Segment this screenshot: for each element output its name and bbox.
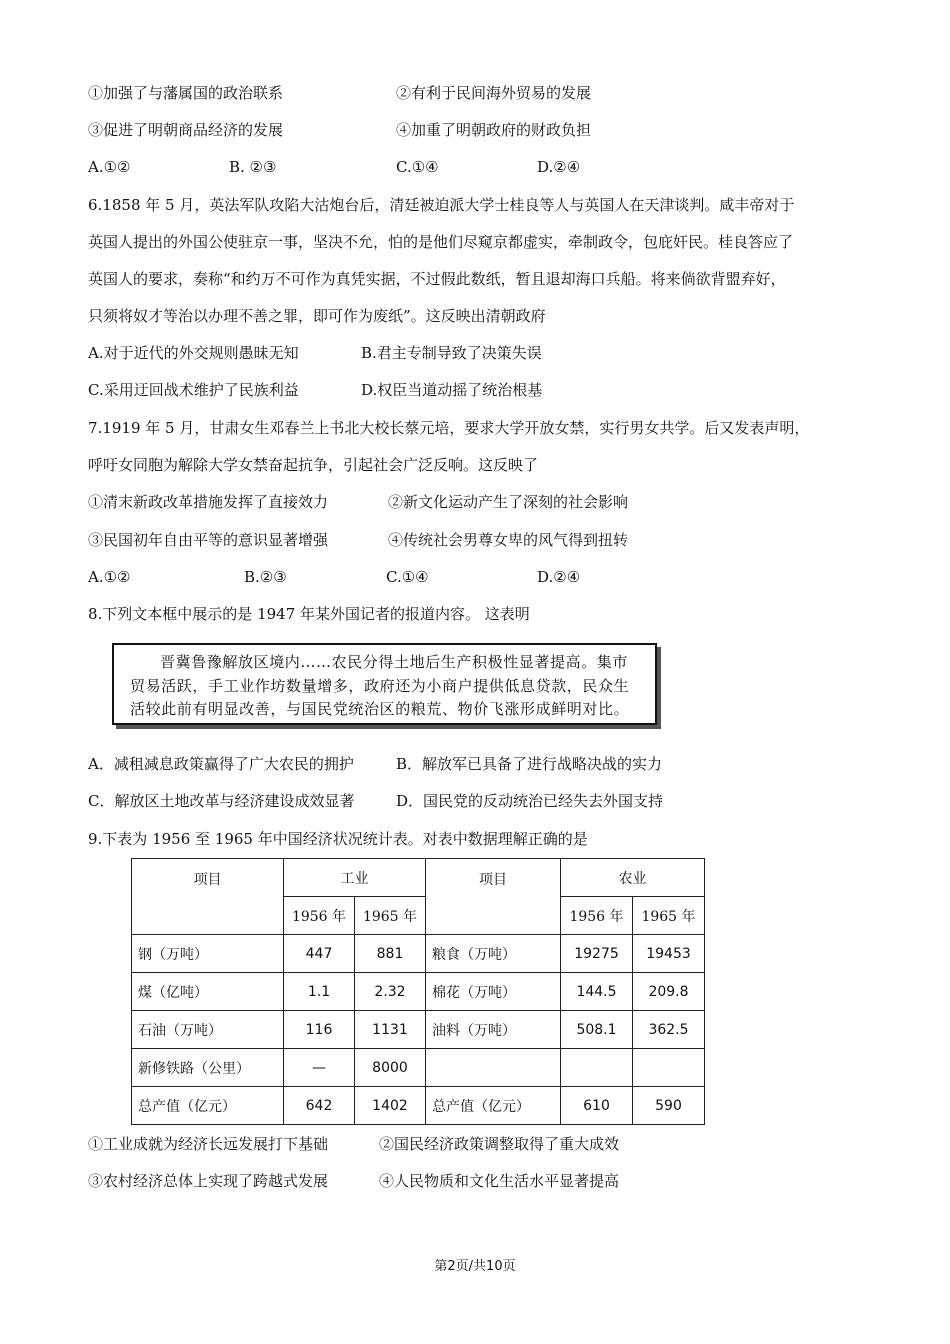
table-cell: 508.1 — [561, 1011, 633, 1049]
q9-stem: 9.下表为 1956 至 1965 年中国经济状况统计表。对表中数据理解正确的是 — [88, 830, 588, 848]
q5-option-c: C.①④ — [396, 158, 439, 176]
table-cell: 362.5 — [633, 1011, 705, 1049]
header-year-1956-agriculture: 1956 年 — [561, 897, 633, 935]
header-agriculture: 农业 — [561, 859, 705, 897]
row-label: 新修铁路（公里） — [132, 1049, 284, 1087]
header-year-1965-agriculture: 1965 年 — [633, 897, 705, 935]
q7-option-d: D.②④ — [537, 568, 581, 586]
q7-stem-line-1: 7.1919 年 5 月，甘肃女生邓春兰上书北大校长蔡元培，要求大学开放女禁，实行男女共学。后又发表声明， — [88, 419, 810, 437]
table-cell: 144.5 — [561, 973, 633, 1011]
table-cell: 116 — [284, 1011, 355, 1049]
q5-statement-3: ③促进了明朝商品经济的发展 — [88, 121, 284, 139]
q5-statement-1: ①加强了与藩属国的政治联系 — [88, 84, 284, 102]
header-item-industry: 项目 — [132, 859, 284, 935]
q5-option-d: D.②④ — [537, 158, 581, 176]
table-cell: 209.8 — [633, 973, 705, 1011]
row-label: 总产值（亿元） — [426, 1087, 561, 1125]
q6-option-d: D.权臣当道动摇了统治根基 — [361, 381, 543, 399]
q7-stem-line-2: 呼吁女同胞为解除大学女禁奋起抗争，引起社会广泛反响。这反映了 — [88, 456, 539, 474]
table-cell — [633, 1049, 705, 1087]
table-cell: 19275 — [561, 935, 633, 973]
table-cell: 2.32 — [355, 973, 426, 1011]
q8-option-b: B．解放军已具备了进行战略决战的实力 — [396, 755, 663, 773]
row-label: 钢（万吨） — [132, 935, 284, 973]
q5-statement-4: ④加重了明朝政府的财政负担 — [396, 121, 592, 139]
q6-stem-line-2: 英国人提出的外国公使驻京一事，坚决不允，怕的是他们尽窥京都虚实，牵制政令，包庇奸民。桂良答应了 — [88, 233, 794, 251]
table-header-row — [132, 859, 705, 897]
q7-option-a: A.①② — [88, 568, 131, 586]
q8-stem: 8.下列文本框中展示的是 1947 年某外国记者的报道内容。 这表明 — [88, 605, 530, 623]
row-label: 总产值（亿元） — [132, 1087, 284, 1125]
q8-quote-line-1: 晋冀鲁豫解放区境内……农民分得土地后生产积极性显著提高。集市 — [160, 653, 629, 671]
q6-option-a: A.对于近代的外交规则愚昧无知 — [88, 344, 299, 362]
table-cell: 1.1 — [284, 973, 355, 1011]
row-label: 煤（亿吨） — [132, 973, 284, 1011]
q7-statement-3: ③民国初年自由平等的意识显著增强 — [88, 531, 329, 549]
economy-stats-table — [131, 858, 705, 1125]
q5-option-b: B. ②③ — [229, 158, 277, 176]
q6-stem-line-4: 只须将奴才等治以办理不善之罪，即可作为废纸”。这反映出清朝政府 — [88, 307, 546, 325]
q7-statement-4: ④传统社会男尊女卑的风气得到扭转 — [388, 531, 629, 549]
table-row — [132, 1087, 705, 1125]
table-cell: 8000 — [355, 1049, 426, 1087]
row-label — [426, 1049, 561, 1087]
table-cell: 1131 — [355, 1011, 426, 1049]
q8-option-d: D．国民党的反动统治已经失去外国支持 — [396, 792, 664, 810]
table-row — [132, 935, 705, 973]
q7-option-b: B.②③ — [244, 568, 287, 586]
table-cell: 881 — [355, 935, 426, 973]
q7-statement-2: ②新文化运动产生了深刻的社会影响 — [388, 493, 629, 511]
q5-statement-2: ②有利于民间海外贸易的发展 — [396, 84, 592, 102]
header-year-1965-industry: 1965 年 — [355, 897, 426, 935]
row-label: 油料（万吨） — [426, 1011, 561, 1049]
q5-option-a: A.①② — [88, 158, 131, 176]
q9-statement-2: ②国民经济政策调整取得了重大成效 — [379, 1135, 620, 1153]
table-row — [132, 973, 705, 1011]
q7-option-c: C.①④ — [386, 568, 429, 586]
q6-stem-line-3: 英国人的要求，奏称“和约万不可作为真凭实据，不过假此数纸，暂且退却海口兵船。将来倘欲背盟弃好， — [88, 270, 786, 288]
table-cell: 447 — [284, 935, 355, 973]
row-label: 石油（万吨） — [132, 1011, 284, 1049]
q6-option-b: B.君主专制导致了决策失误 — [361, 344, 542, 362]
q6-stem-line-1: 6.1858 年 5 月，英法军队攻陷大沽炮台后，清廷被迫派大学士桂良等人与英国人在天津谈判。咸丰帝对于 — [88, 196, 795, 214]
table-cell — [561, 1049, 633, 1087]
table-row — [132, 1011, 705, 1049]
q8-quote-box — [112, 643, 657, 725]
table-cell: — — [284, 1049, 355, 1087]
header-industry: 工业 — [284, 859, 426, 897]
row-label: 棉花（万吨） — [426, 973, 561, 1011]
table-cell: 590 — [633, 1087, 705, 1125]
page-number-footer: 第2页/共10页 — [434, 1259, 516, 1274]
table-row — [132, 1049, 705, 1087]
q8-quote-line-2: 贸易活跃，手工业作坊数量增多，政府还为小商户提供低息贷款，民众生 — [130, 677, 630, 695]
q8-option-a: A．减租减息政策赢得了广大农民的拥护 — [88, 755, 354, 773]
table-cell: 642 — [284, 1087, 355, 1125]
table-cell: 610 — [561, 1087, 633, 1125]
q9-statement-3: ③农村经济总体上实现了跨越式发展 — [88, 1172, 329, 1190]
row-label: 粮食（万吨） — [426, 935, 561, 973]
table-cell: 19453 — [633, 935, 705, 973]
q8-quote-line-3: 活较此前有明显改善，与国民党统治区的粮荒、物价飞涨形成鲜明对比。 — [130, 700, 630, 718]
q8-option-c: C．解放区土地改革与经济建设成效显著 — [88, 792, 355, 810]
q9-statement-1: ①工业成就为经济长远发展打下基础 — [88, 1135, 329, 1153]
q6-option-c: C.采用迂回战术维护了民族利益 — [88, 381, 299, 399]
q9-statement-4: ④人民物质和文化生活水平显著提高 — [379, 1172, 620, 1190]
header-year-1956-industry: 1956 年 — [284, 897, 355, 935]
q7-statement-1: ①清末新政改革措施发挥了直接效力 — [88, 493, 329, 511]
table-cell: 1402 — [355, 1087, 426, 1125]
header-item-agriculture: 项目 — [426, 859, 561, 935]
